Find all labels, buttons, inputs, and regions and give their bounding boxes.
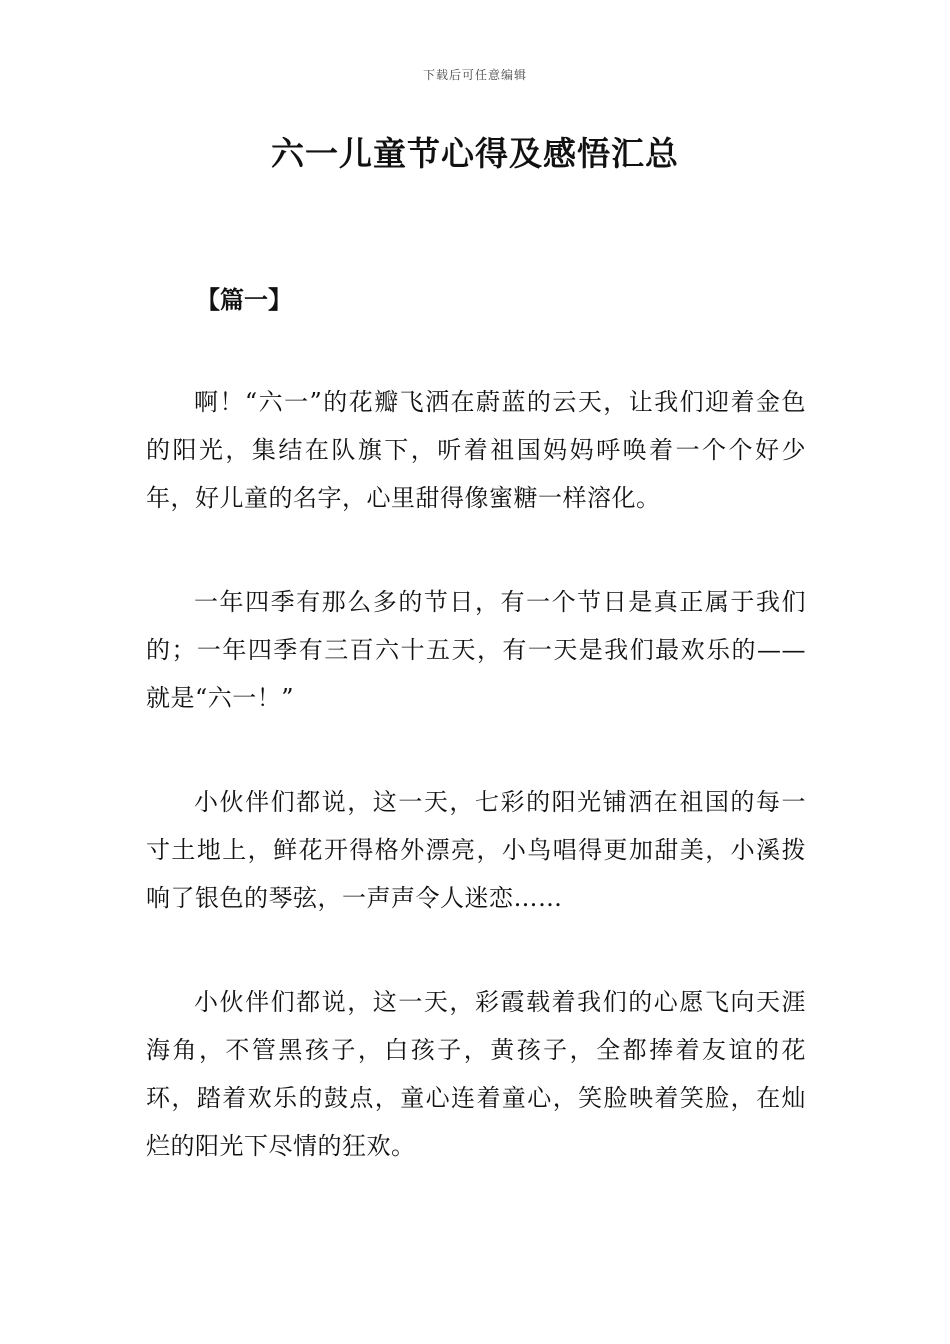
page-title: 六一儿童节心得及感悟汇总 bbox=[271, 134, 679, 173]
paragraph-1: 啊！“六一”的花瓣飞洒在蔚蓝的云天，让我们迎着金色的阳光，集结在队旗下，听着祖国妈妈呼唤着一个个好少年，好儿童的名字，心里甜得像蜜糖一样溶化。 bbox=[146, 388, 806, 512]
header-note: 下载后可任意编辑 bbox=[422, 68, 527, 82]
paragraph-4: 小伙伴们都说，这一天，彩霞载着我们的心愿飞向天涯海角，不管黑孩子，白孩子，黄孩子，全都捧着友谊的花环，踏着欢乐的鼓点，童心连着童心，笑脸映着笑脸，在灿烂的阳光下尽情的狂欢。 bbox=[146, 988, 806, 1160]
document-body bbox=[146, 280, 806, 1226]
paragraph-2: 一年四季有那么多的节日，有一个节日是真正属于我们的；一年四季有三百六十五天，有一天是我们最欢乐的——就是“六一！” bbox=[146, 588, 806, 712]
paragraph-3: 小伙伴们都说，这一天，七彩的阳光铺洒在祖国的每一寸土地上，鲜花开得格外漂亮，小鸟唱得更加甜美，小溪拨响了银色的琴弦，一声声令人迷恋…… bbox=[146, 788, 806, 912]
section-label: 【篇一】 bbox=[196, 285, 292, 314]
